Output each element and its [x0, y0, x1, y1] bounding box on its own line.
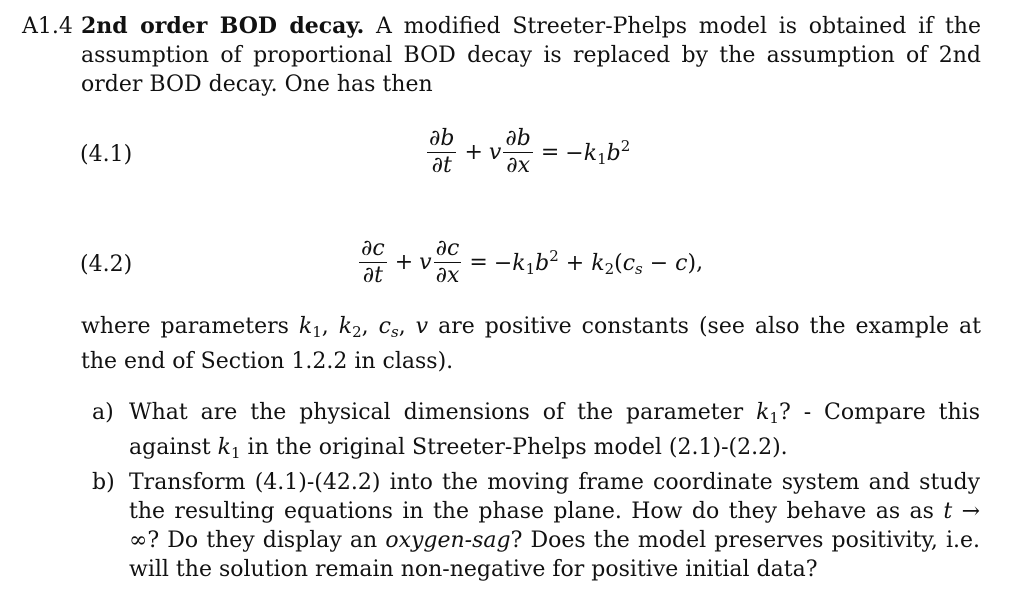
equation-4-2-trailing-comma: ,: [696, 250, 704, 275]
fraction-db-dt: $\frac{\partial b}{\partial t}$: [429, 126, 455, 178]
problem-title: 2nd order BOD decay.: [81, 13, 365, 39]
limit-expression: t → ∞: [129, 499, 980, 553]
symbol-k1: $k_1$: [217, 435, 241, 462]
oxygen-sag-term: oxygen-sag: [385, 528, 511, 553]
question-b-text-3: ? Does the model preserves positivity, i.e. will the solution remain non-negative for positive initial data?: [129, 528, 981, 582]
question-b-text-1: Transform (4.1)-(42.2) into the moving frame coordinate system and study the resulting equations in the phase plane. How do they behave as as: [129, 470, 980, 524]
problem-intro: [81, 12, 981, 99]
question-letter: a): [92, 400, 114, 425]
equation-4-1: $\frac{\partial b}{\partial t}$ + v $\frac{\partial b}{\partial x}$ = $-k_1b^2$: [429, 126, 631, 178]
problem-intro-text: A modified Streeter-Phelps model is obtained if the assumption of proportional BOD decay is replaced by the assumption of 2nd order BOD decay. One has then: [81, 14, 981, 97]
fraction-dc-dx: $\frac{\partial c}{\partial x}$: [435, 236, 460, 288]
question-list: [92, 398, 980, 584]
question-a-text-1: What are the physical dimensions of the parameter: [129, 400, 744, 425]
equation-4-2: $\frac{\partial c}{\partial t}$ + v $\frac{\partial c}{\partial x}$ = $-k_1b^2 + k_2(c_s - c)$ ,: [361, 236, 704, 288]
question-a-text-2: ? - Compare this against: [129, 400, 981, 460]
question-b-text-2: ? Do they display an: [147, 528, 378, 553]
problem-number: A1.4: [22, 14, 73, 39]
fraction-db-dx: $\frac{\partial b}{\partial x}$: [505, 126, 531, 178]
where-text-before: where parameters: [81, 314, 289, 339]
symbol-k1: $k_1$: [756, 400, 779, 427]
question-a: [92, 398, 980, 468]
parameter-description: [81, 312, 981, 376]
question-b: [92, 468, 980, 584]
question-a-text-3: in the original Streeter-Phelps model (2.1)-(2.2).: [247, 435, 788, 460]
parameter-list: $k_1$, $k_2$, $c_s$, v: [298, 314, 429, 341]
equation-label-4-1: (4.1): [80, 142, 133, 167]
question-letter: b): [92, 470, 115, 495]
where-text-after: are positive constants (see also the example at the end of Section 1.2.2 in class).: [81, 314, 981, 374]
equation-label-4-2: (4.2): [80, 252, 133, 277]
fraction-dc-dt: $\frac{\partial c}{\partial t}$: [361, 236, 385, 288]
